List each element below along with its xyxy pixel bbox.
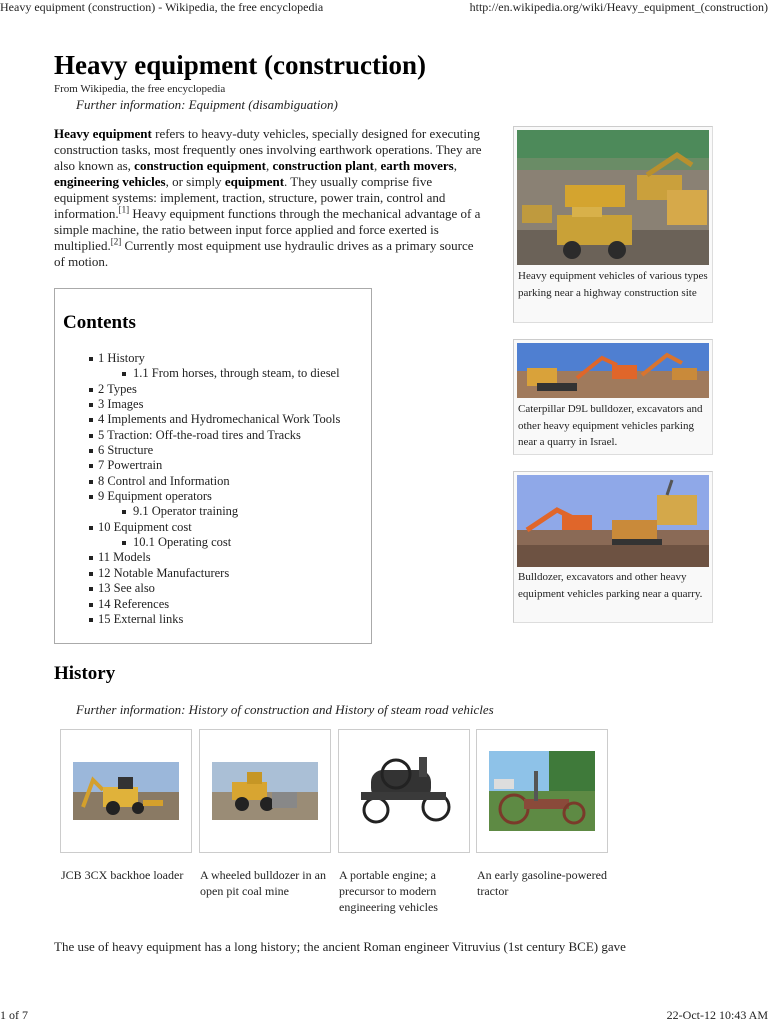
page-title: Heavy equipment (construction)	[54, 50, 426, 80]
toc-item-models[interactable]: 11 Models	[55, 550, 340, 565]
term-heavy-equipment: Heavy equipment	[54, 126, 152, 141]
toc-item-powertrain[interactable]: 7 Powertrain	[55, 458, 340, 473]
toc-item-history[interactable]: 1 History	[55, 351, 340, 366]
site-tagline: From Wikipedia, the free encyclopedia	[54, 83, 226, 95]
toc-item-structure[interactable]: 6 Structure	[55, 443, 340, 458]
toc-item-traction[interactable]: 5 Traction: Off-the-road tires and Tracks	[55, 428, 340, 443]
print-datetime: 22-Oct-12 10:43 AM	[666, 1008, 768, 1022]
toc-item-references[interactable]: 14 References	[55, 597, 340, 612]
print-url[interactable]: http://en.wikipedia.org/wiki/Heavy_equipment_(construction)	[469, 0, 768, 14]
further-info-equipment	[76, 97, 338, 113]
reference-1-link[interactable]: [1]	[118, 204, 130, 215]
intro-sep-3: ,	[453, 158, 457, 173]
gallery-item-portable-engine	[338, 729, 470, 853]
intro-text-4: Heavy equipment functions through the mechanical advantage of a simple machine, the ratio between input force applied and force exerted is multiplied.	[54, 206, 481, 253]
history-paragraph: The use of heavy equipment has a long history; the ancient Roman engineer Vitruvius (1st century BCE) gave	[54, 939, 626, 954]
intro-text-3: . They usually comprise five equipment systems: implement, traction, structure, power train, control and information.	[54, 174, 446, 221]
intro-sep-2: ,	[373, 158, 381, 173]
history-of-construction-link[interactable]: History of construction	[188, 702, 310, 717]
intro-text-5: Currently most equipment use hydraulic drives as a primary source of motion.	[54, 238, 474, 269]
intro-paragraph	[54, 126, 486, 270]
toc-item-control-information[interactable]: 8 Control and Information	[55, 474, 340, 489]
reference-2-link[interactable]: [2]	[110, 236, 122, 247]
gallery-item-gasoline-tractor	[476, 729, 608, 853]
term-earth-movers: earth movers	[380, 158, 454, 173]
toc-list	[55, 351, 340, 627]
d9l-bulldozer-photo[interactable]	[517, 343, 709, 398]
intro-text-1: refers to heavy-duty vehicles, specially designed for executing construction tasks, most frequently ones involving earthwork operations. They are also known as,	[54, 126, 482, 173]
equipment-disambiguation-link[interactable]: Equipment (disambiguation)	[188, 97, 338, 112]
gallery-caption: An early gasoline-powered tractor	[477, 868, 607, 898]
intro-sep-1: ,	[265, 158, 273, 173]
gallery-item-backhoe	[60, 729, 192, 853]
term-engineering-vehicles: engineering vehicles	[54, 174, 166, 189]
toc-item-operating-cost[interactable]: 10.1 Operating cost	[55, 535, 340, 550]
history-heading: History	[54, 663, 116, 684]
thumb-caption: Bulldozer, excavators and other heavy equipment vehicles parking near a quarry.	[518, 571, 703, 600]
portable-engine-photo[interactable]	[351, 752, 457, 830]
history-of-steam-road-vehicles-link[interactable]: History of steam road vehicles	[335, 702, 494, 717]
quarry-equipment-photo[interactable]	[517, 475, 709, 567]
gallery-caption: JCB 3CX backhoe loader	[61, 868, 184, 882]
term-construction-equipment: construction equipment	[134, 158, 266, 173]
toc-item-external-links[interactable]: 15 External links	[55, 612, 340, 627]
term-construction-plant: construction plant	[272, 158, 374, 173]
term-equipment: equipment	[224, 174, 285, 189]
thumb-d9l-bulldozer	[513, 339, 713, 455]
toc-item-equipment-cost[interactable]: 10 Equipment cost	[55, 520, 340, 535]
gasoline-tractor-photo[interactable]	[489, 751, 595, 831]
toc-item-horses-steam-diesel[interactable]: 1.1 From horses, through steam, to diesel	[55, 366, 340, 381]
thumb-highway-site	[513, 126, 713, 323]
highway-equipment-photo[interactable]	[517, 130, 709, 265]
toc-item-types[interactable]: 2 Types	[55, 382, 340, 397]
thumb-quarry	[513, 471, 713, 623]
thumb-caption: Heavy equipment vehicles of various types parking near a highway construction site	[518, 270, 708, 299]
further-info-history	[76, 702, 494, 718]
toc-item-implements[interactable]: 4 Implements and Hydromechanical Work Tools	[55, 412, 340, 427]
toc-item-see-also[interactable]: 13 See also	[55, 581, 340, 596]
toc-item-manufacturers[interactable]: 12 Notable Manufacturers	[55, 566, 340, 581]
toc-title: Contents	[63, 312, 136, 333]
print-page-count: 1 of 7	[0, 1008, 28, 1022]
thumb-caption: Caterpillar D9L bulldozer, excavators and other heavy equipment vehicles parking near a quarry in Israel.	[518, 403, 703, 448]
backhoe-loader-photo[interactable]	[73, 762, 179, 820]
toc-item-operator-training[interactable]: 9.1 Operator training	[55, 504, 340, 519]
gallery-caption: A portable engine; a precursor to modern engineering vehicles	[339, 868, 438, 914]
table-of-contents	[54, 288, 372, 644]
intro-text-2: , or simply	[165, 174, 225, 189]
toc-item-images[interactable]: 3 Images	[55, 397, 340, 412]
further-info-prefix: Further information:	[76, 97, 189, 112]
further-info-prefix: Further information:	[76, 702, 189, 717]
gallery-caption: A wheeled bulldozer in an open pit coal mine	[200, 868, 326, 898]
further-info-and: and	[309, 702, 336, 717]
toc-item-equipment-operators[interactable]: 9 Equipment operators	[55, 489, 340, 504]
wheeled-bulldozer-photo[interactable]	[212, 762, 318, 820]
gallery-item-wheeled-bulldozer	[199, 729, 331, 853]
print-page-title: Heavy equipment (construction) - Wikipedia, the free encyclopedia	[0, 0, 324, 14]
